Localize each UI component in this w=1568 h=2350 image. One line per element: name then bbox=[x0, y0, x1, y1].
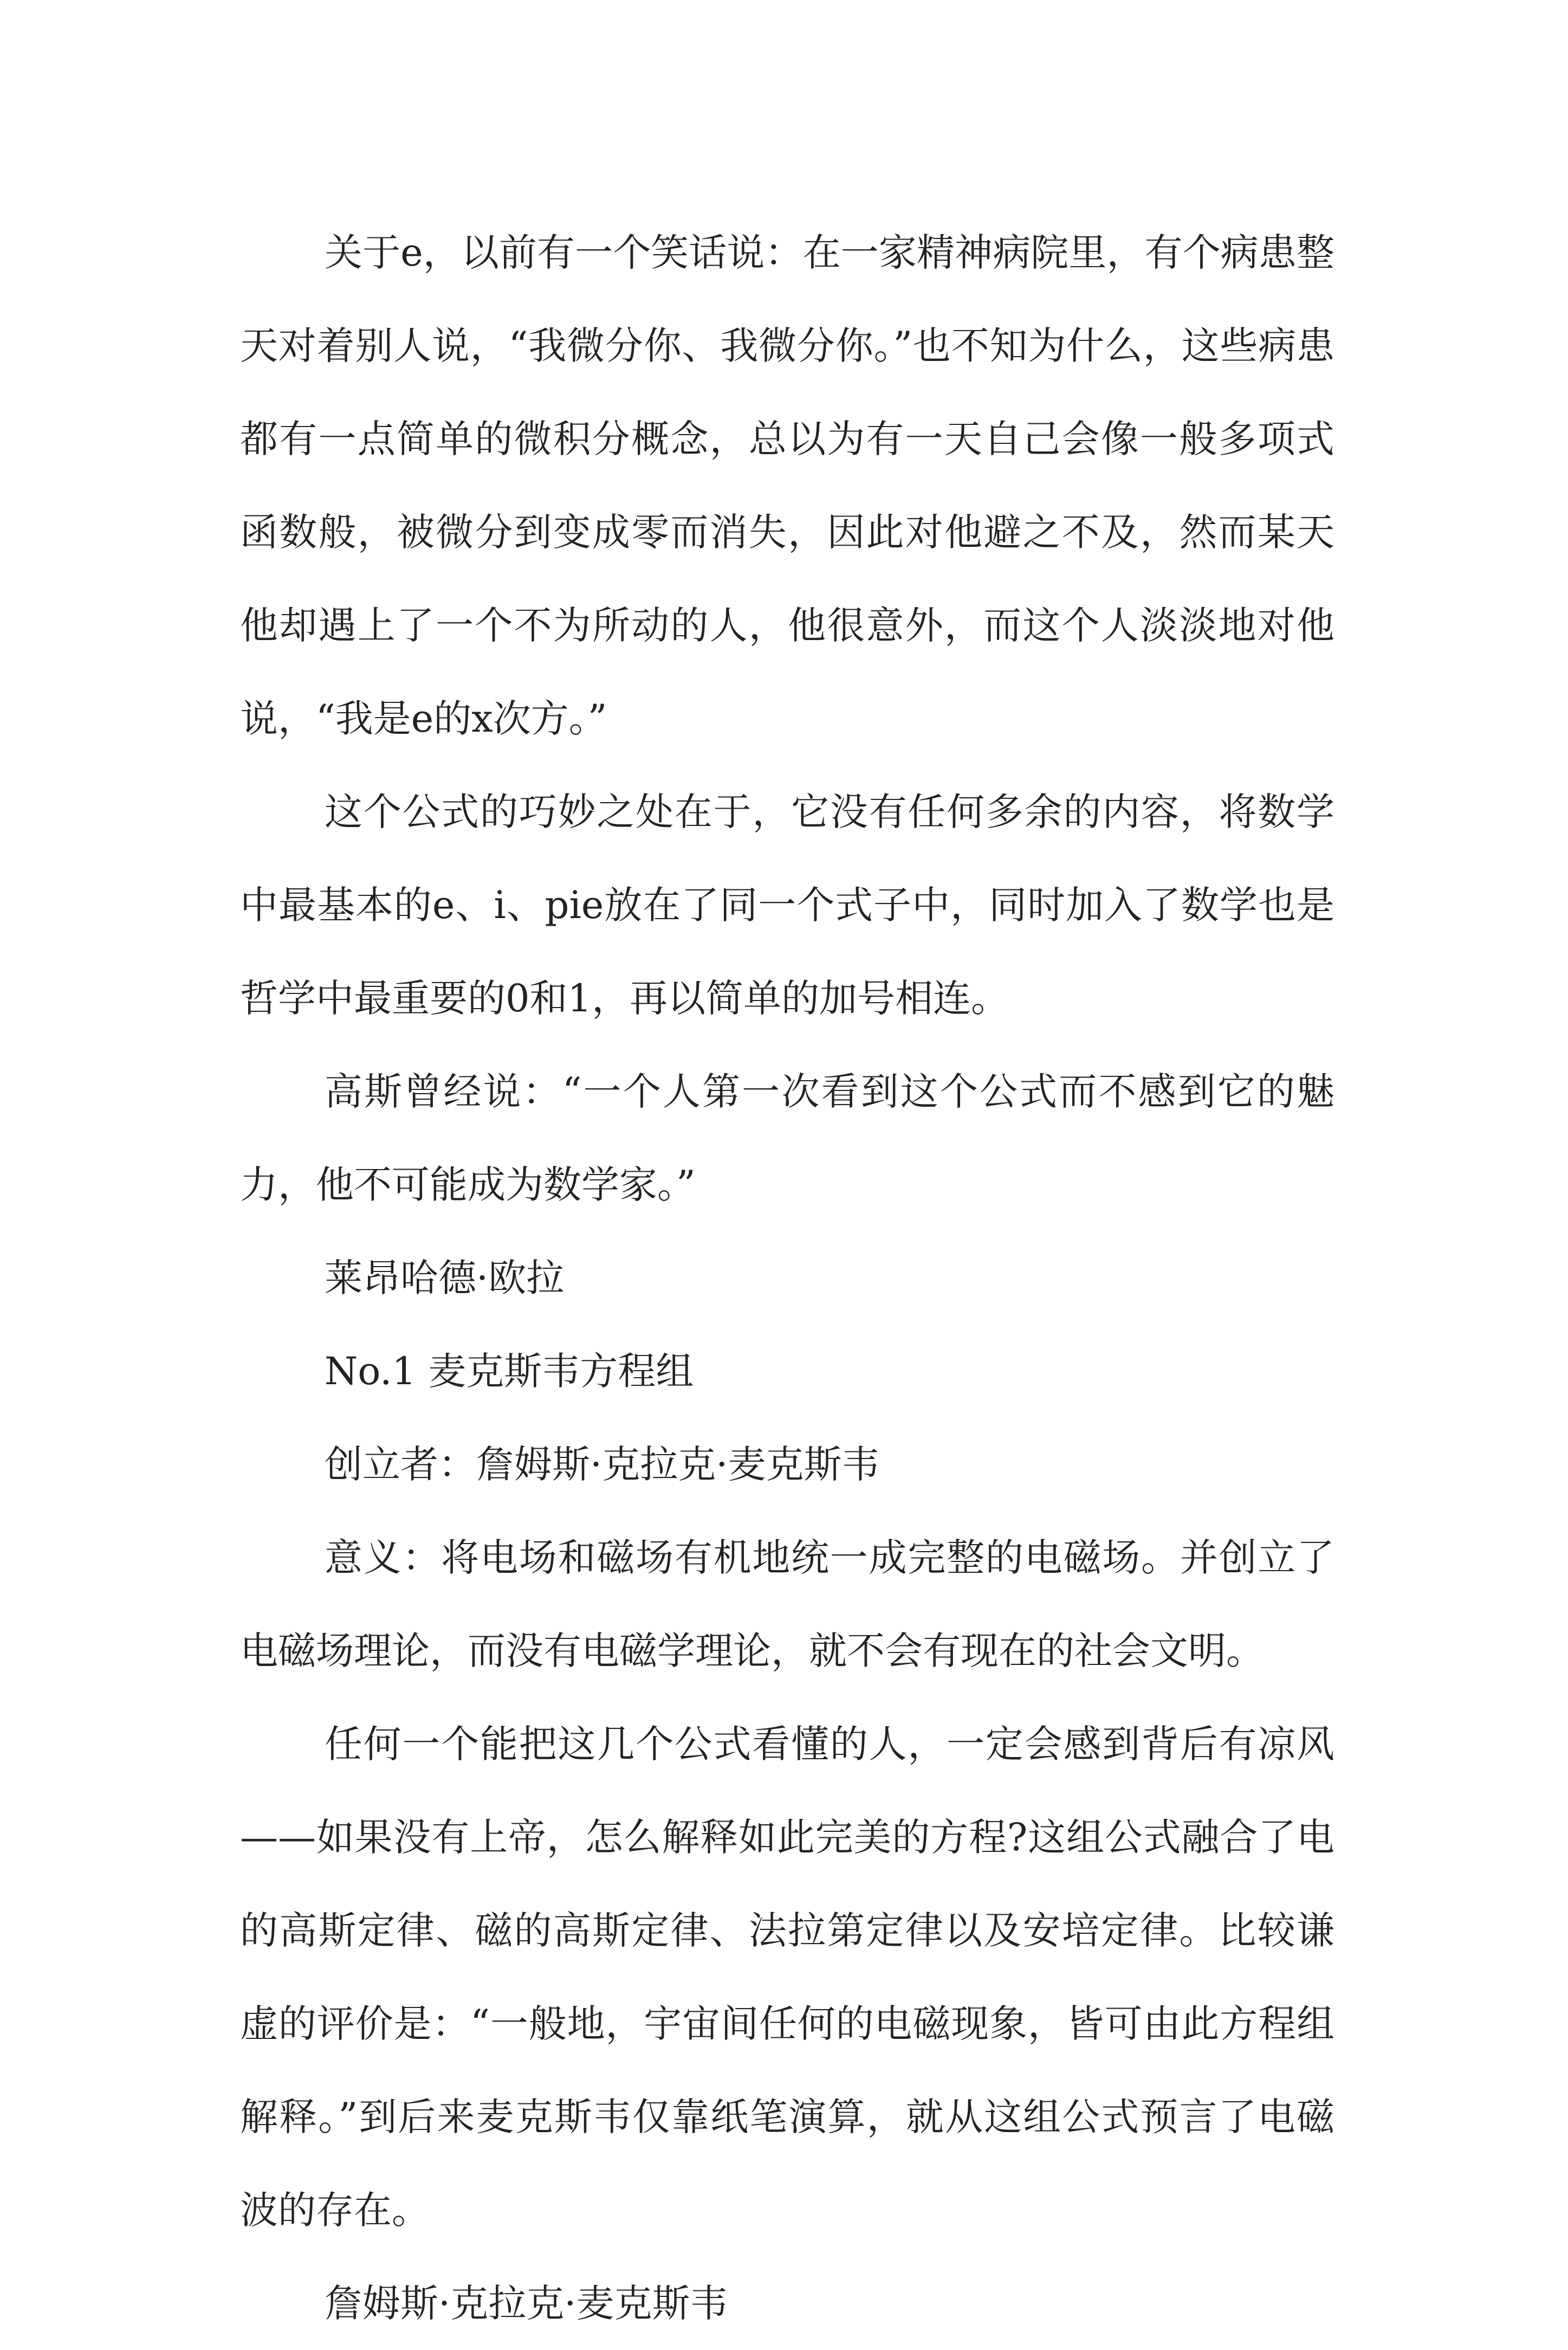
caption-maxwell: 詹姆斯·克拉克·麦克斯韦 bbox=[325, 2281, 728, 2326]
caption-euler: 莱昂哈德·欧拉 bbox=[325, 1256, 565, 1300]
creator-line: 创立者：詹姆斯·克拉克·麦克斯韦 bbox=[325, 1442, 880, 1487]
paragraph-maxwell-comment: 任何一个能把这几个公式看懂的人，一定会感到背后有凉风——如果没有上帝，怎么解释如此完美的方程?这组公式融合了电的高斯定律、磁的高斯定律、法拉第定律以及安培定律。比较谦虚的评价是：“一般地，宇宙间任何的电磁现象，皆可由此方程组解释。”到后来麦克斯韦仅靠纸笔演算，就从这组公式预言了电磁波的存在。 bbox=[240, 1722, 1334, 2232]
significance-paragraph: 意义：将电场和磁场有机地统一成完整的电磁场。并创立了电磁场理论，而没有电磁学理论，就不会有现在的社会文明。 bbox=[240, 1535, 1334, 1673]
document-body bbox=[240, 206, 1334, 2350]
paragraph-e-joke: 关于e，以前有一个笑话说：在一家精神病院里，有个病患整天对着别人说，“我微分你、我微分你。”也不知为什么，这些病患都有一点简单的微积分概念，总以为有一天自己会像一般多项式函数般，被微分到变成零而消失，因此对他避之不及，然而某天他却遇上了一个不为所动的人，他很意外，而这个人淡淡地对他说，“我是e的x次方。” bbox=[240, 230, 1334, 741]
section-heading-maxwell: No.1 麦克斯韦方程组 bbox=[325, 1349, 694, 1393]
paragraph-gauss-quote: 高斯曾经说：“一个人第一次看到这个公式而不感到它的魅力，他不可能成为数学家。” bbox=[240, 1069, 1334, 1207]
paragraph-formula-elegance: 这个公式的巧妙之处在于，它没有任何多余的内容，将数学中最基本的e、i、pie放在了同一个式子中，同时加入了数学也是哲学中最重要的0和1，再以简单的加号相连。 bbox=[240, 790, 1334, 1021]
